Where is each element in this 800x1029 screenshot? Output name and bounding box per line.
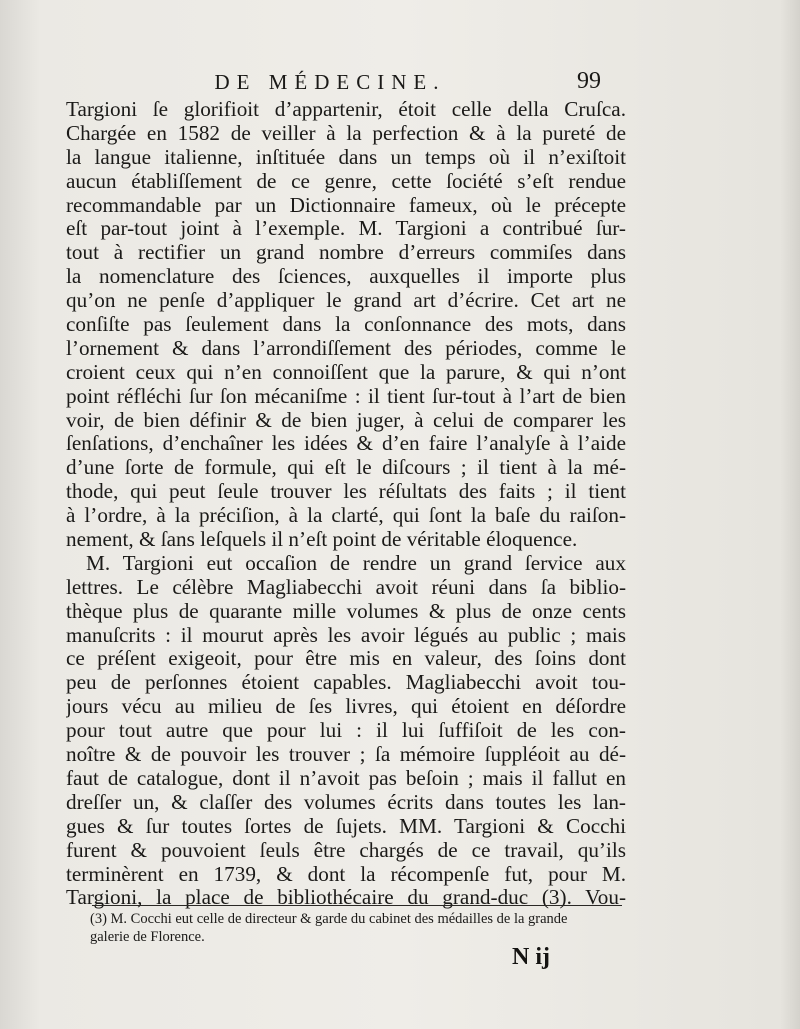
text-line: conſiſte pas ſeulement dans la conſonnance des mots, dans xyxy=(66,313,626,337)
text-line: noître & de pouvoir les trouver ; ſa mémoire ſuppléoit au dé- xyxy=(66,743,626,767)
text-line: nement, & ſans leſquels il n’eſt point de véritable éloquence. xyxy=(66,528,578,552)
text-line: voir, de bien définir & de bien juger, à celui de comparer les xyxy=(66,408,626,432)
page-number: 99 xyxy=(577,68,601,94)
text-line: M. Targioni eut occaſion de rendre un grand ſervice aux xyxy=(86,551,626,575)
text-line: qu’on ne penſe d’appliquer le grand art d’écrire. Cet art ne xyxy=(66,289,626,313)
text-line: ſenſations, d’enchaîner les idées & d’en faire l’analyſe à l’aide xyxy=(66,432,626,456)
text-line: Targioni ſe glorifioit d’appartenir, étoit celle della Cruſca. xyxy=(66,98,626,121)
text-line: pour tout autre que pour lui : il lui ſuffiſoit de les con- xyxy=(66,719,626,743)
text-line: Targioni, la place de bibliothécaire du grand-duc (3). Vou- xyxy=(66,886,626,910)
text-line: gues & ſur toutes ſortes de ſujets. MM. Targioni & Cocchi xyxy=(66,814,626,838)
text-line: la langue italienne, inſtituée dans un temps où il n’exiſtoit xyxy=(66,145,626,169)
text-line: eſt par-tout joint à l’exemple. M. Targioni a contribué ſur- xyxy=(66,217,626,241)
text-line: Chargée en 1582 de veiller à la perfection & à la pureté de xyxy=(66,121,626,145)
text-line: peu de perſonnes étoient capables. Magliabecchi avoit tou- xyxy=(66,671,626,695)
signature-mark: N ij xyxy=(512,944,550,970)
text-line: aucun établiſſement de ce genre, cette ſociété s’eſt rendue xyxy=(66,169,626,193)
footnote xyxy=(90,910,626,946)
text-line: tout à rectifier un grand nombre d’erreurs commiſes dans xyxy=(66,241,626,265)
text-line: manuſcrits : il mourut après les avoir légués au public ; mais xyxy=(66,623,626,647)
text-line: terminèrent en 1739, & dont la récompenſe fut, pour M. xyxy=(66,862,626,886)
text-line: croient ceux qui n’en connoiſſent que la parure, & qui n’ont xyxy=(66,360,626,384)
text-line: d’une ſorte de formule, qui eſt le diſcours ; il tient à la mé- xyxy=(66,456,626,480)
text-line: jours vécu au milieu de ſes livres, qui étoient en déſordre xyxy=(66,695,626,719)
text-line: dreſſer un, & claſſer des volumes écrits dans toutes les lan- xyxy=(66,790,626,814)
text-line: point réfléchi ſur ſon mécaniſme : il tient ſur-tout à l’art de bien xyxy=(66,384,626,408)
text-line: thèque plus de quarante mille volumes & plus de onze cents xyxy=(66,599,626,623)
text-line: l’ornement & dans l’arrondiſſement des périodes, comme le xyxy=(66,336,626,360)
text-line: recommandable par un Dictionnaire fameux, où le précepte xyxy=(66,193,626,217)
footnote-line: galerie de Florence. xyxy=(90,929,205,945)
running-title: DE MÉDECINE. xyxy=(214,70,446,94)
text-line: ce préſent exigeoit, pour être mis en valeur, des ſoins dont xyxy=(66,647,626,671)
footnote-rule xyxy=(92,905,622,906)
text-line: furent & pouvoient ſeuls être chargés de ce travail, qu’ils xyxy=(66,838,626,862)
text-line: à l’ordre, à la préciſion, à la clarté, qui ſont la baſe du raiſon- xyxy=(66,504,626,528)
text-line: thode, qui peut ſeule trouver les réſultats des faits ; il tient xyxy=(66,480,626,504)
footnote-line: (3) M. Cocchi eut celle de directeur & garde du cabinet des médailles de la grande xyxy=(90,911,568,927)
text-line: lettres. Le célèbre Magliabecchi avoit réuni dans ſa biblio- xyxy=(66,575,626,599)
text-line: faut de catalogue, dont il n’avoit pas beſoin ; mais il fallut en xyxy=(66,766,626,790)
body-text xyxy=(66,98,626,910)
text-line: la nomenclature des ſciences, auxquelles il importe plus xyxy=(66,265,626,289)
